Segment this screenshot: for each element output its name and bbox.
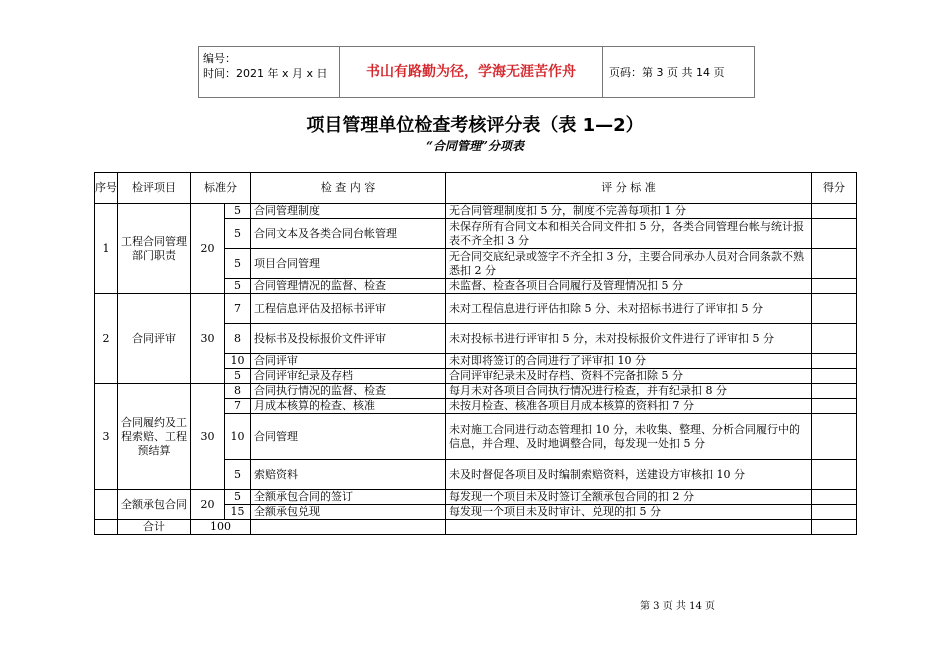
- total-criteria-cell: [446, 520, 812, 535]
- row-score-cell[interactable]: [812, 324, 857, 354]
- header-motto: 书山有路勤为径，学海无涯苦作舟: [340, 47, 603, 98]
- row-content: 项目合同管理: [251, 249, 446, 279]
- row-content: 合同管理: [251, 414, 446, 460]
- header-info-cell: [199, 47, 340, 98]
- row-content: 合同评审: [251, 354, 446, 369]
- group-standard-score: 20: [191, 490, 225, 520]
- row-score: 5: [225, 219, 251, 249]
- table-row: [95, 490, 857, 505]
- row-score-cell[interactable]: [812, 279, 857, 294]
- total-content-cell: [251, 520, 446, 535]
- row-score: 5: [225, 249, 251, 279]
- total-value: 100: [191, 520, 251, 535]
- row-score-cell[interactable]: [812, 249, 857, 279]
- row-content: 投标书及投标报价文件评审: [251, 324, 446, 354]
- group-item: 合同履约及工程索赔、工程预结算: [118, 384, 191, 490]
- group-standard-score: 20: [191, 204, 225, 294]
- group-item: 合同评审: [118, 294, 191, 384]
- group-item: 工程合同管理部门职责: [118, 204, 191, 294]
- row-criteria: 未对施工合同进行动态管理扣 10 分，未收集、整理、分析合同履行中的信息，并合理、及时地调整合同，每发现一处扣 5 分: [446, 414, 812, 460]
- row-content: 合同评审纪录及存档: [251, 369, 446, 384]
- row-score: 7: [225, 294, 251, 324]
- group-seq: [95, 490, 118, 520]
- row-score: 5: [225, 369, 251, 384]
- row-score-cell[interactable]: [812, 369, 857, 384]
- header-content: 检 查 内 容: [251, 173, 446, 204]
- row-criteria: 未监督、检查各项目合同履行及管理情况扣 5 分: [446, 279, 812, 294]
- total-seq-cell: [95, 520, 118, 535]
- row-content: 全额承包兑现: [251, 505, 446, 520]
- row-content: 索赔资料: [251, 460, 446, 490]
- row-content: 合同执行情况的监督、检查: [251, 384, 446, 399]
- row-score-cell[interactable]: [812, 219, 857, 249]
- group-item: 全额承包合同: [118, 490, 191, 520]
- row-score: 5: [225, 490, 251, 505]
- total-label: 合计: [118, 520, 191, 535]
- row-criteria: 每发现一个项目未及时签订全额承包合同的扣 2 分: [446, 490, 812, 505]
- document-header: [198, 46, 755, 98]
- row-criteria: 无合同交底纪录或签字不齐全扣 3 分，主要合同承办人员对合同条款不熟悉扣 2 分: [446, 249, 812, 279]
- header-page-number: 页码：第 3 页 共 14 页: [603, 47, 755, 98]
- header-criteria: 评 分 标 准: [446, 173, 812, 204]
- row-criteria: 未按月检查、核准各项目月成本核算的资料扣 7 分: [446, 399, 812, 414]
- header-score: 得分: [812, 173, 857, 204]
- row-criteria: 每月未对各项目合同执行情况进行检查，并有纪录扣 8 分: [446, 384, 812, 399]
- total-score-cell[interactable]: [812, 520, 857, 535]
- row-score: 10: [225, 354, 251, 369]
- row-score-cell[interactable]: [812, 204, 857, 219]
- row-criteria: 未对投标书进行评审扣 5 分，未对投标报价文件进行了评审扣 5 分: [446, 324, 812, 354]
- row-score: 5: [225, 204, 251, 219]
- group-standard-score: 30: [191, 294, 225, 384]
- row-score: 8: [225, 384, 251, 399]
- row-criteria: 每发现一个项目未及时审计、兑现的扣 5 分: [446, 505, 812, 520]
- row-score: 5: [225, 279, 251, 294]
- row-score-cell[interactable]: [812, 505, 857, 520]
- row-score: 7: [225, 399, 251, 414]
- doc-time-label: 时间：2021 年 x 月 x 日: [203, 67, 328, 80]
- row-score-cell[interactable]: [812, 384, 857, 399]
- row-score-cell[interactable]: [812, 354, 857, 369]
- row-score: 10: [225, 414, 251, 460]
- row-criteria: 未保存所有合同文本和相关合同文件扣 5 分，各类合同管理台帐与统计报表不齐全扣 3 分: [446, 219, 812, 249]
- row-content: 合同管理制度: [251, 204, 446, 219]
- row-score-cell[interactable]: [812, 490, 857, 505]
- table-header-row: [95, 173, 857, 204]
- row-score-cell[interactable]: [812, 294, 857, 324]
- row-score-cell[interactable]: [812, 460, 857, 490]
- table-row: [95, 384, 857, 399]
- row-score-cell[interactable]: [812, 399, 857, 414]
- row-score: 8: [225, 324, 251, 354]
- row-criteria: 无合同管理制度扣 5 分，制度不完善每项扣 1 分: [446, 204, 812, 219]
- group-seq: 1: [95, 204, 118, 294]
- total-row: [95, 520, 857, 535]
- header-seq: 序号: [95, 173, 118, 204]
- table-row: [95, 294, 857, 324]
- group-seq: 3: [95, 384, 118, 490]
- row-content: 全额承包合同的签订: [251, 490, 446, 505]
- row-content: 工程信息评估及招标书评审: [251, 294, 446, 324]
- scoring-table: [94, 172, 857, 535]
- page-footer: 第 3 页 共 14 页: [640, 601, 715, 612]
- row-score: 5: [225, 460, 251, 490]
- table-row: [95, 204, 857, 219]
- row-content: 月成本核算的检查、核准: [251, 399, 446, 414]
- group-seq: 2: [95, 294, 118, 384]
- row-score: 15: [225, 505, 251, 520]
- row-criteria: 未对工程信息进行评估扣除 5 分、未对招标书进行了评审扣 5 分: [446, 294, 812, 324]
- row-score-cell[interactable]: [812, 414, 857, 460]
- group-standard-score: 30: [191, 384, 225, 490]
- page-subtitle: “合同管理”分项表: [426, 139, 524, 153]
- row-content: 合同管理情况的监督、检查: [251, 279, 446, 294]
- page-title: 项目管理单位检查考核评分表（表 1—2）: [306, 115, 644, 136]
- header-standard-score: 标准分: [191, 173, 251, 204]
- row-criteria: 未对即将签订的合同进行了评审扣 10 分: [446, 354, 812, 369]
- row-content: 合同文本及各类合同台帐管理: [251, 219, 446, 249]
- header-item: 检评项目: [118, 173, 191, 204]
- row-criteria: 未及时督促各项目及时编制索赔资料，送建设方审核扣 10 分: [446, 460, 812, 490]
- row-criteria: 合同评审纪录未及时存档、资料不完备扣除 5 分: [446, 369, 812, 384]
- doc-number-label: 编号：: [203, 52, 236, 65]
